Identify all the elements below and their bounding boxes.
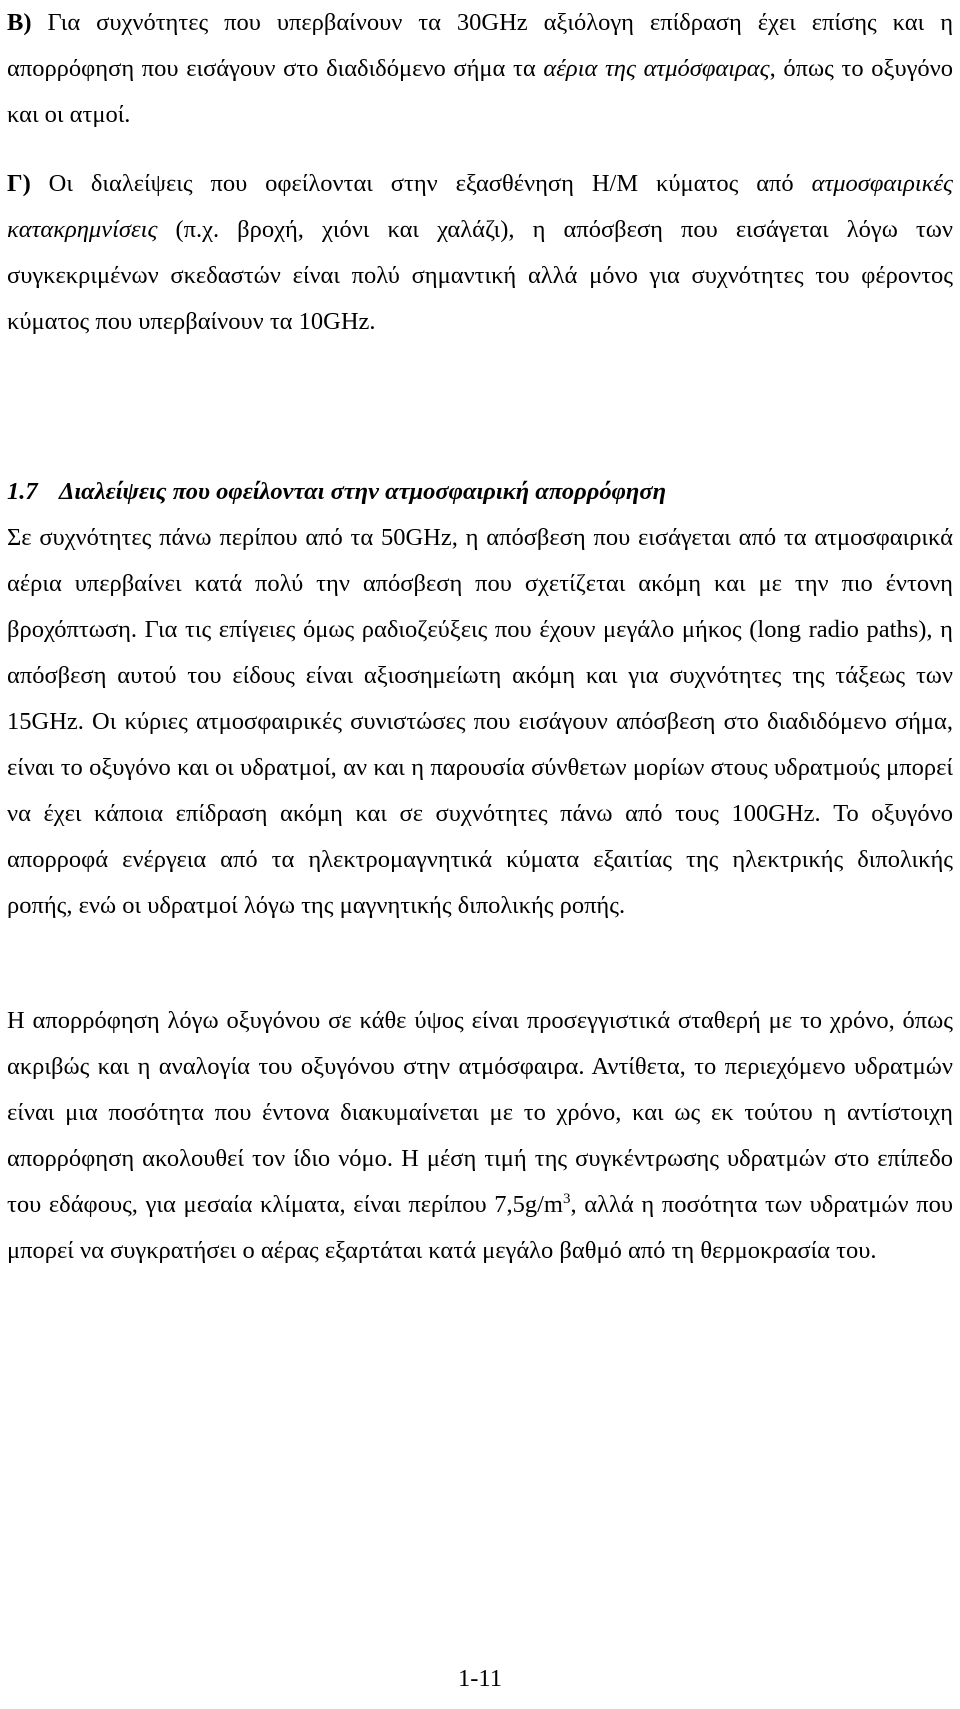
superscript-exponent: 3 bbox=[563, 1190, 571, 1207]
section-heading bbox=[7, 469, 953, 515]
paragraph-c-text-start: Οι διαλείψεις που οφείλονται στην εξασθένηση Η/Μ κύματος από bbox=[48, 170, 812, 197]
paragraph-c-italic-term: ατμοσφαιρικές κατακρημνίσεις bbox=[7, 170, 953, 243]
section-title: Διαλείψεις που οφείλονται στην ατμοσφαιρική απορρόφηση bbox=[59, 478, 667, 505]
paragraph-b bbox=[7, 0, 953, 138]
section-paragraph-2 bbox=[7, 998, 953, 1274]
paragraph-b-label: B) bbox=[7, 9, 32, 36]
section-number: 1.7 bbox=[7, 478, 38, 505]
section-paragraph-2-text-start: Η απορρόφηση λόγω οξυγόνου σε κάθε ύψος είναι προσεγγιστικά σταθερή με το χρόνο, όπως ακριβώς και η αναλογία του οξυγόνου στην ατμόσφαιρα. Αντίθετα, το περιεχόμενο υδρατμών είναι μια ποσότητα που έντονα διακυμαίνεται με το χρόνο, και ως εκ τούτου η αντίστοιχη απορρόφηση ακολουθεί τον ίδιο νόμο. Η μέση τιμή της συγκέντρωσης υδρατμών στο επίπεδο του εδάφους, για μεσαία κλίματα, είναι περίπου 7,5g/m bbox=[7, 1007, 953, 1218]
paragraph-b-text-end: , όπως το οξυγόνο και οι ατμοί. bbox=[7, 55, 953, 128]
paragraph-c-label: Γ) bbox=[7, 170, 31, 197]
section-paragraph-2-text-end: , αλλά η ποσότητα των υδρατμών που μπορεί να συγκρατήσει ο αέρας εξαρτάται κατά μεγάλο βαθμό από τη θερμοκρασία του. bbox=[7, 1191, 953, 1264]
page-number: 1-11 bbox=[458, 1665, 502, 1692]
paragraph-b-italic-term: αέρια της ατμόσφαιρας bbox=[543, 55, 770, 82]
paragraph-b-text-start: Για συχνότητες που υπερβαίνουν τα 30GHz αξιόλογη επίδραση έχει επίσης και η απορρόφηση που εισάγουν στο διαδιδόμενο σήμα τα bbox=[7, 9, 954, 82]
paragraph-c bbox=[7, 161, 953, 345]
section-paragraph-1: Σε συχνότητες πάνω περίπου από τα 50GHz, η απόσβεση που εισάγεται από τα ατμοσφαιρικά αέρια υπερβαίνει κατά πολύ την απόσβεση που σχετίζεται ακόμη και με την πιο έντονη βροχόπτωση. Για τις επίγειες όμως ραδιοζεύξεις που έχουν μεγάλο μήκος (long radio paths), η απόσβεση αυτού του είδους είναι αξιοσημείωτη ακόμη και για συχνότητες της τάξεως των 15GHz. Οι κύριες ατμοσφαιρικές συνιστώσες που εισάγουν απόσβεση στο διαδιδόμενο σήμα, είναι το οξυγόνο και οι υδρατμοί, αν και η παρουσία σύνθετων μορίων στους υδρατμούς μπορεί να έχει κάποια επίδραση ακόμη και σε συχνότητες πάνω από τους 100GHz. Το οξυγόνο απορροφά ενέργεια από τα ηλεκτρομαγνητικά κύματα εξαιτίας της ηλεκτρικής διπολικής ροπής, ενώ οι υδρατμοί λόγω της μαγνητικής διπολικής ροπής. bbox=[7, 524, 953, 919]
paragraph-c-text-end: (π.χ. βροχή, χιόνι και χαλάζι), η απόσβεση που εισάγεται λόγω των συγκεκριμένων σκεδαστών είναι πολύ σημαντική αλλά μόνο για συχνότητες του φέροντος κύματος που υπερβαίνουν τα 10GHz. bbox=[7, 216, 953, 335]
